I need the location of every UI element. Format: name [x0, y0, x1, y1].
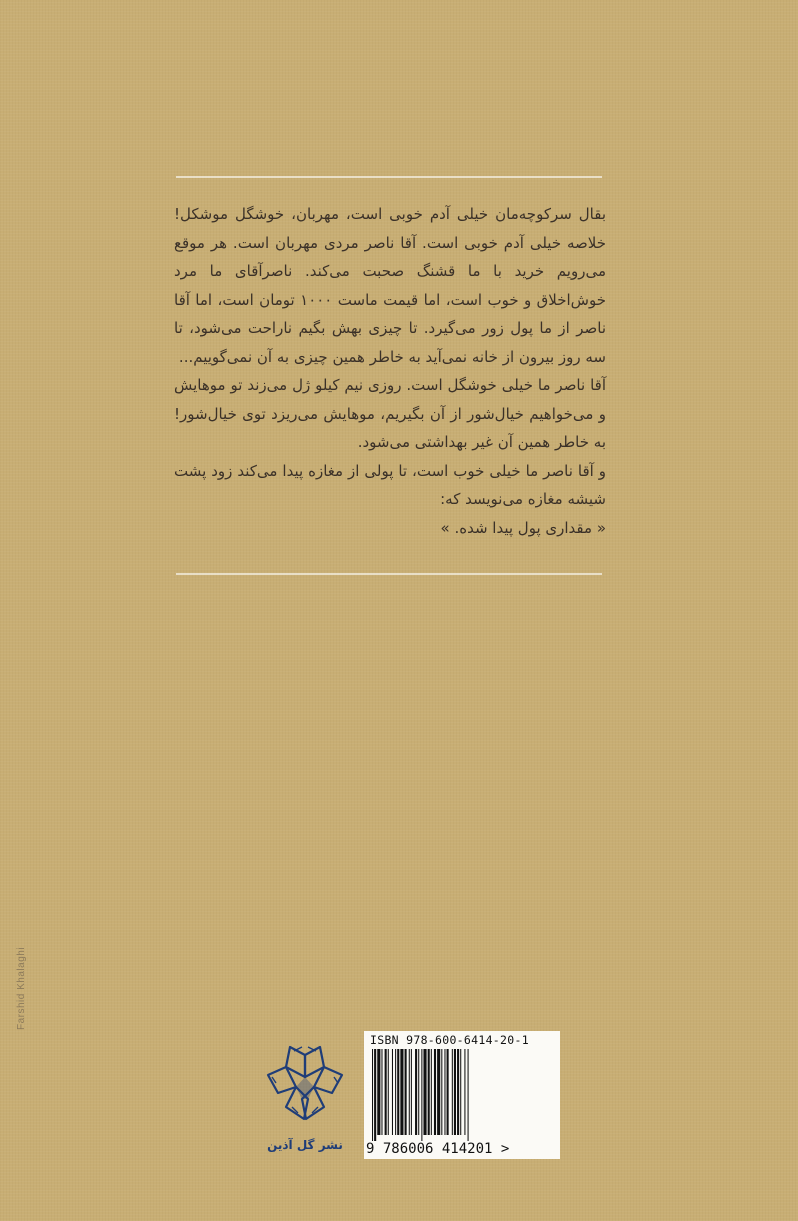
blurb-paragraph-4: « مقداری پول پیدا شده. »	[440, 518, 606, 537]
top-divider	[176, 176, 602, 178]
isbn-barcode	[364, 1031, 560, 1159]
blurb-paragraph-3: و آقا ناصر ما خیلی خوب است، تا پولی از مغازه پیدا می‌کند زود پشت شیشه مغازه می‌نویسد که:	[174, 461, 606, 508]
barcode-number: 9 786006 414201 >	[366, 1141, 510, 1157]
illustrator-credit: Farshid Khalaghi	[16, 946, 27, 1030]
bottom-divider	[176, 573, 602, 575]
back-cover-blurb	[174, 200, 606, 542]
book-star-icon	[262, 1037, 348, 1137]
publisher-name: نشر گل آذین	[267, 1138, 343, 1152]
isbn-label: ISBN 978-600-6414-20-1	[370, 1033, 529, 1047]
blurb-paragraph-2: آقا ناصر ما خیلی خوشگل است. روزی نیم کیلو ژل می‌زند تو موهایش و می‌خواهیم خیال‌شور از آن بگیریم، موهایش می‌ریزد توی خیال‌شور! به خاطر همین آن غیر بهداشتی می‌شود.	[174, 376, 606, 451]
barcode-bars	[372, 1049, 552, 1141]
blurb-paragraph-1: بقال سرکوچه‌مان خیلی آدم خوبی است، مهربان، خوشگل موشکل! خلاصه خیلی آدم خوبی است. آقا ناصر مردی مهربان است. هر موقع می‌رویم خرید با ما قشنگ صحبت می‌کند. ناصرآقای ما مرد خوش‌اخلاق و خوب است، اما قیمت ماست ۱۰۰۰ تومان است، اما آقا ناصر از ما پول زور می‌گیرد. تا چیزی بهش بگیم ناراحت می‌شود، تا سه روز بیرون از خانه نمی‌آید به خاطر همین چیزی به آن نمی‌گوییم...	[174, 205, 607, 366]
